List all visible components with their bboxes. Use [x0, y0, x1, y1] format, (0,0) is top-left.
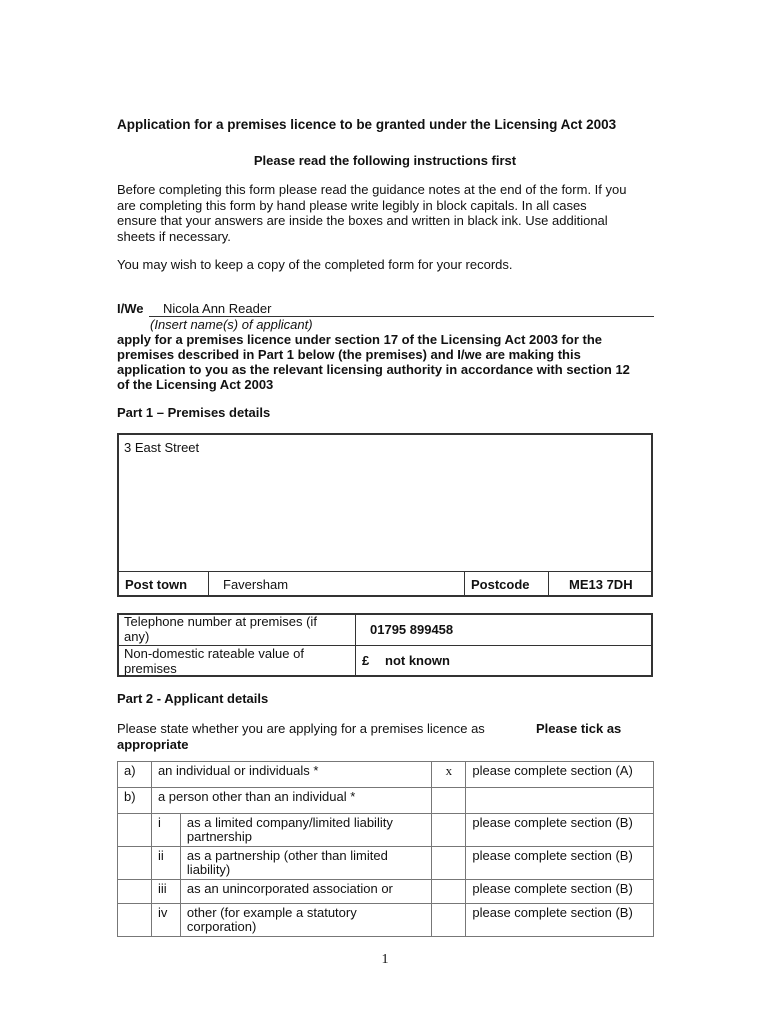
rateable-label-line: premises	[124, 661, 177, 676]
tick-box-statutory[interactable]	[432, 904, 466, 937]
instructions-line: are completing this form by hand please write legibly in block capitals. In all cases	[117, 197, 587, 213]
row-description	[180, 904, 432, 937]
table-row	[118, 847, 654, 880]
tick-box-partnership[interactable]	[432, 847, 466, 880]
rateable-label	[124, 646, 304, 676]
row-action: please complete section (B)	[466, 904, 654, 937]
premises-address-value: 3 East Street	[124, 440, 200, 455]
table-row	[118, 904, 654, 937]
row-description	[180, 847, 432, 880]
form-title: Application for a premises licence to be granted under the Licensing Act 2003	[117, 117, 617, 132]
row-description: an individual or individuals *	[151, 762, 431, 788]
table-row	[118, 880, 654, 904]
cell-divider	[548, 571, 549, 597]
statement-line: premises described in Part 1 below (the premises) and I/we are making this	[117, 347, 581, 362]
part2-heading: Part 2 - Applicant details	[117, 691, 269, 706]
table-row	[118, 814, 654, 847]
statement-line: application to you as the relevant licensing authority in accordance with section 12	[117, 362, 630, 377]
row-key: b)	[118, 788, 152, 814]
row-subkey: iii	[151, 880, 180, 904]
rateable-value[interactable]: not known	[385, 653, 450, 668]
currency-symbol: £	[362, 653, 370, 668]
part1-heading: Part 1 – Premises details	[117, 405, 271, 420]
applicant-name-value: Nicola Ann Reader	[163, 301, 272, 316]
row-key-empty	[118, 904, 152, 937]
tick-box-individual[interactable]: x	[432, 762, 466, 788]
tick-hint: Please tick as	[536, 721, 622, 736]
description-line: liability)	[186, 862, 231, 877]
row-action: please complete section (B)	[466, 814, 654, 847]
table-row	[118, 788, 654, 814]
application-statement	[117, 332, 662, 392]
cell-divider	[464, 571, 465, 597]
phone-label	[124, 614, 317, 644]
row-action	[466, 788, 654, 814]
tick-box-company[interactable]	[432, 814, 466, 847]
row-subkey: i	[151, 814, 180, 847]
description-line: as a partnership (other than limited	[186, 848, 388, 863]
tick-box-association[interactable]	[432, 880, 466, 904]
row-action: please complete section (B)	[466, 880, 654, 904]
instructions-line: ensure that your answers are inside the boxes and written in black ink. Use additional	[117, 213, 608, 228]
row-subkey: ii	[151, 847, 180, 880]
description-line: partnership	[186, 829, 252, 844]
row-key-empty	[118, 880, 152, 904]
phone-label-line: any)	[124, 629, 150, 644]
phone-value[interactable]: 01795 899458	[370, 622, 454, 637]
applicant-name-hint: (Insert name(s) of applicant)	[150, 317, 313, 332]
row-description: as an unincorporated association or	[180, 880, 432, 904]
table-row	[118, 762, 654, 788]
applicant-type-question: Please state whether you are applying for a premises licence as	[117, 721, 485, 736]
cell-divider	[208, 571, 209, 597]
instructions-paragraph	[117, 182, 662, 244]
copy-note: You may wish to keep a copy of the completed form for your records.	[117, 257, 513, 272]
tick-hint-continued: appropriate	[117, 737, 189, 752]
row-description: a person other than an individual *	[151, 788, 431, 814]
rateable-label-line: Non-domestic rateable value of	[124, 646, 304, 661]
phone-label-line: Telephone number at premises (if	[124, 614, 317, 629]
post-town-label: Post town	[125, 577, 188, 592]
statement-line: of the Licensing Act 2003	[117, 377, 274, 392]
description-line: corporation)	[186, 919, 257, 934]
applicant-label: I/We	[117, 301, 144, 316]
row-key-empty	[118, 814, 152, 847]
statement-line: apply for a premises licence under section 17 of the Licensing Act 2003 for the	[117, 332, 602, 347]
postcode-label: Postcode	[471, 577, 530, 592]
row-subkey: iv	[151, 904, 180, 937]
post-town-value[interactable]: Faversham	[223, 577, 289, 592]
row-action: please complete section (A)	[466, 762, 654, 788]
tick-box-other[interactable]	[432, 788, 466, 814]
postcode-value[interactable]: ME13 7DH	[569, 577, 633, 592]
instructions-heading: Please read the following instructions first	[253, 153, 517, 168]
row-key: a)	[118, 762, 152, 788]
page-number: 1	[381, 952, 389, 967]
description-line: other (for example a statutory	[186, 905, 357, 920]
row-action: please complete section (B)	[466, 847, 654, 880]
applicant-type-table	[117, 761, 654, 937]
instructions-line: Before completing this form please read the guidance notes at the end of the form. If you	[117, 182, 627, 197]
instructions-line: sheets if necessary.	[117, 228, 231, 244]
row-key-empty	[118, 847, 152, 880]
description-line: as a limited company/limited liability	[186, 815, 393, 830]
row-description	[180, 814, 432, 847]
cell-divider	[355, 613, 356, 677]
